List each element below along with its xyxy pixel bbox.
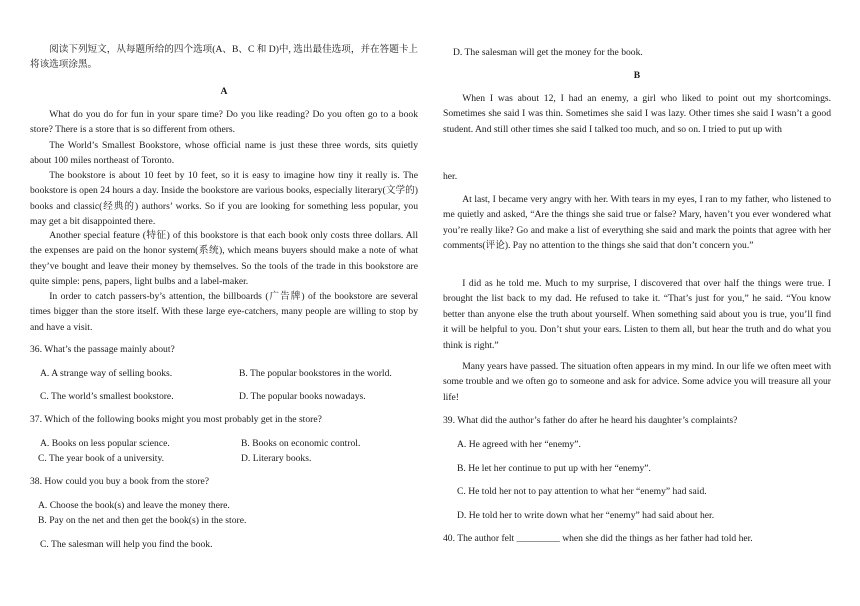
- question-36: 36. What’s the passage mainly about?: [30, 344, 175, 355]
- q36-option-a: A. A strange way of selling books.: [40, 368, 173, 379]
- q38-option-d: D. The salesman will get the money for the book.: [453, 47, 643, 58]
- q39-option-a: A. He agreed with her “enemy”.: [457, 439, 581, 450]
- q37-option-d: D. Literary books.: [241, 453, 312, 464]
- passage-a-paragraph-5: In order to catch passers-by’s attention, the billboards (广告牌) of the bookstore are several times bigger than the store itself. With these large eye-catchers, many people are willing to stop by and have a visit.: [30, 291, 418, 333]
- q36-option-c: C. The world’s smallest bookstore.: [40, 391, 174, 402]
- instructions: 阅读下列短文，从每题所给的四个选项(A、B、C 和 D)中, 选出最佳选项，并在答题卡上将该选项涂黑。: [30, 44, 419, 71]
- q38-option-c: C. The salesman will help you find the book.: [40, 539, 213, 550]
- question-39: 39. What did the author’s father do after he heard his daughter’s complaints?: [443, 415, 738, 426]
- question-37: 37. Which of the following books might you most probably get in the store?: [30, 414, 322, 425]
- q36-option-d: D. The popular books nowadays.: [239, 391, 366, 402]
- question-40: 40. The author felt _________ when she did the things as her father had told her.: [443, 533, 753, 544]
- passage-a-paragraph-4: Another special feature (特征) of this bookstore is that each book only costs three dollars. All the expenses are paid on the honor system(系统), which means buyers should make a note of what they’ve bought and leave their money by themselves. So the tools of the trade in this bookstore are quite simple: pens, papers, light bulbs and a label-maker.: [30, 230, 418, 288]
- passage-b-paragraph-4: Many years have passed. The situation often appears in my mind. In our life we often meet with some trouble and we often go to someone and ask for advice. Some advice you will treasure all your life!: [443, 361, 831, 403]
- q38-option-a: A. Choose the book(s) and leave the money there.: [38, 500, 230, 511]
- passage-b-paragraph-1-end: her.: [443, 171, 458, 182]
- passage-a-paragraph-3: The bookstore is about 10 feet by 10 feet, so it is easy to imagine how tiny it really is. The bookstore is open 24 hours a day. Inside the bookstore are various books, especially literary(文学的) books and classic(经典的) authors’ works. So if you are looking for something less popular, you may get a bit disappointed there.: [30, 170, 418, 228]
- passage-a-paragraph-1: What do you do for fun in your spare time? Do you like reading? Do you often go to a book store? There is a store that is so different from others.: [30, 109, 418, 136]
- question-38: 38. How could you buy a book from the store?: [30, 476, 210, 487]
- q39-option-b: B. He let her continue to put up with her “enemy”.: [457, 463, 651, 474]
- passage-b-paragraph-2: At last, I became very angry with her. With tears in my eyes, I ran to my father, who listened to me quietly and asked, “Are the things she said true or false? Mary, haven’t you ever wondered what you’re really like? Go and make a list of everything she said and mark the points that agree with her comments(评论). Pay no attention to the things she said that don’t concern you.”: [443, 194, 831, 252]
- section-a-title: A: [220, 86, 228, 97]
- q37-option-b: B. Books on economic control.: [241, 438, 361, 449]
- passage-b-paragraph-1: When I was about 12, I had an enemy, a girl who liked to point out my shortcomings. Sometimes she said I was thin. Sometimes she said I was lazy. Other times she said I wasn’t a good student. And still other times she said I talked too much, and so on. I tried to put up with: [443, 93, 831, 135]
- q38-option-b: B. Pay on the net and then get the book(s) in the store.: [38, 515, 247, 526]
- q37-option-c: C. The year book of a university.: [38, 453, 165, 464]
- q39-option-d: D. He told her to write down what her “enemy” had said about her.: [457, 510, 715, 521]
- passage-a-paragraph-2: The World’s Smallest Bookstore, whose official name is just these three words, sits quietly about 100 miles northeast of Toronto.: [30, 140, 418, 167]
- q39-option-c: C. He told her not to pay attention to what her “enemy” had said.: [457, 486, 707, 497]
- passage-b-paragraph-3: I did as he told me. Much to my surprise, I discovered that over half the things were true. I brought the list back to my dad. He refused to take it. “That’s just for you,” he said. “You know better than anyone else the truth about yourself. When something said about you is true, you’ll find it will be helpful to you. Don’t shut your ears. Listen to them all, but hear the truth and do what you think is right.”: [443, 278, 831, 351]
- section-b-title: B: [633, 70, 641, 81]
- q37-option-a: A. Books on less popular science.: [40, 438, 170, 449]
- q36-option-b: B. The popular bookstores in the world.: [239, 368, 392, 379]
